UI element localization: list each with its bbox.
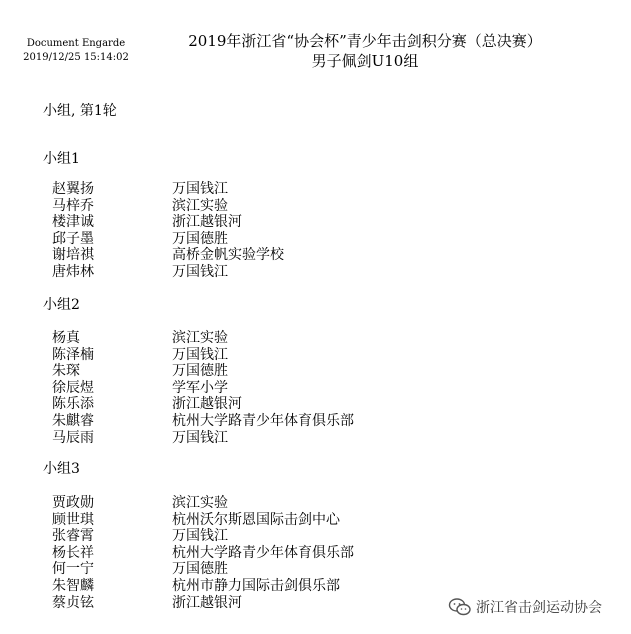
pool-2-list — [52, 330, 472, 446]
fencer-club: 杭州市静力国际击剑俱乐部 — [172, 577, 340, 594]
fencer-row — [52, 347, 472, 364]
pool-1-list — [52, 181, 472, 281]
watermark — [448, 596, 602, 618]
fencer-name: 杨长祥 — [52, 544, 94, 561]
fencer-club: 浙江越银河 — [172, 214, 242, 231]
fencer-name: 何一宁 — [52, 561, 94, 578]
fencer-row — [52, 413, 472, 430]
fencer-name: 张睿霄 — [52, 528, 94, 545]
fencer-club: 万国钱江 — [172, 429, 228, 446]
fencer-name: 唐炜林 — [52, 263, 94, 280]
fencer-name: 贾政勋 — [52, 495, 94, 511]
fencer-row — [52, 561, 472, 578]
fencer-row — [52, 545, 472, 562]
fencer-name: 楼津诚 — [52, 214, 94, 231]
fencer-row — [52, 396, 472, 413]
fencer-club: 万国德胜 — [172, 230, 228, 247]
fencer-name: 邱子墨 — [52, 230, 94, 247]
fencer-club: 杭州沃尔斯恩国际击剑中心 — [172, 511, 340, 528]
fencer-club: 杭州大学路青少年体育俱乐部 — [172, 544, 354, 561]
fencer-club: 万国钱江 — [172, 181, 228, 197]
fencer-name: 杨真 — [52, 330, 80, 346]
fencer-club: 滨江实验 — [172, 330, 228, 346]
fencer-row — [52, 578, 472, 595]
wechat-icon — [448, 597, 472, 617]
fencer-name: 谢培祺 — [52, 247, 94, 264]
fencer-row — [52, 214, 472, 231]
fencer-row — [52, 363, 472, 380]
fencer-row — [52, 380, 472, 397]
fencer-row — [52, 495, 472, 512]
fencer-name: 赵翼扬 — [52, 181, 94, 197]
watermark-text: 浙江省击剑运动协会 — [476, 600, 602, 616]
pool-3-list — [52, 495, 472, 611]
fencer-club: 滨江实验 — [172, 495, 228, 511]
fencer-name: 顾世琪 — [52, 511, 94, 528]
round-label: 小组, 第1轮 — [43, 103, 117, 119]
fencer-name: 马辰雨 — [52, 429, 94, 446]
pool-title: 小组1 — [43, 151, 80, 167]
fencer-row — [52, 430, 472, 447]
fencer-row — [52, 231, 472, 248]
fencer-club: 杭州大学路青少年体育俱乐部 — [172, 412, 354, 429]
fencer-club: 浙江越银河 — [172, 594, 242, 611]
fencer-row — [52, 528, 472, 545]
fencer-row — [52, 330, 472, 347]
fencer-row — [52, 264, 472, 281]
fencer-club: 万国德胜 — [172, 561, 228, 578]
fencer-row — [52, 595, 472, 612]
fencer-club: 万国德胜 — [172, 363, 228, 380]
fencer-name: 朱琛 — [52, 363, 80, 380]
document-subtitle: 男子佩剑U10组 — [311, 52, 419, 70]
pool-title: 小组3 — [43, 461, 80, 477]
fencer-name: 朱智麟 — [52, 577, 94, 594]
pool-title: 小组2 — [43, 297, 80, 313]
fencer-row — [52, 247, 472, 264]
fencer-name: 陈乐添 — [52, 396, 94, 413]
fencer-club: 高桥金帆实验学校 — [172, 247, 284, 264]
generator-info — [22, 37, 130, 65]
generator-timestamp: 2019/12/25 15:14:02 — [23, 52, 129, 63]
fencer-row — [52, 181, 472, 198]
document-title: 2019年浙江省“协会杯”青少年击剑积分赛（总决赛） — [188, 32, 542, 50]
generator-name: Document Engarde — [26, 38, 126, 49]
fencer-club: 万国钱江 — [172, 528, 228, 545]
fencer-row — [52, 198, 472, 215]
fencer-club: 学军小学 — [172, 379, 228, 396]
fencer-club: 万国钱江 — [172, 263, 228, 280]
fencer-club: 滨江实验 — [172, 197, 228, 214]
fencer-name: 蔡贞铉 — [52, 594, 94, 611]
fencer-club: 万国钱江 — [172, 346, 228, 363]
fencer-row — [52, 512, 472, 529]
fencer-name: 马梓乔 — [52, 197, 94, 214]
fencer-club: 浙江越银河 — [172, 396, 242, 413]
fencer-name: 徐辰煜 — [52, 379, 94, 396]
fencer-name: 陈泽楠 — [52, 346, 94, 363]
fencer-name: 朱麒睿 — [52, 412, 94, 429]
